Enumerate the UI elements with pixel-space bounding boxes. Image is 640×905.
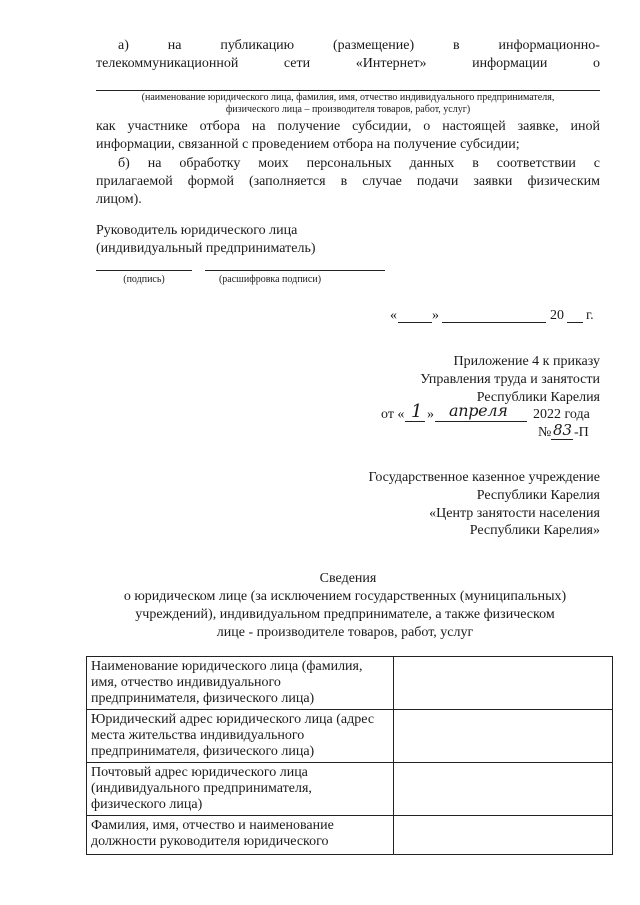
date-month-blank (442, 322, 546, 323)
appendix-date-month: апреля (449, 401, 508, 420)
heading-title: Сведения (319, 571, 377, 586)
consent-a-word: (размещение) (333, 38, 415, 53)
table-cell-label: Почтовый адрес юридического лица (индивидуального предпринимателя, физического лица) (87, 763, 394, 816)
appendix-month-line (435, 421, 527, 422)
appendix-date-day: 1 (411, 401, 423, 422)
addressee-line4: Республики Карелия» (469, 523, 600, 538)
appendix-number-prefix: № (538, 425, 552, 440)
signature-decode-line (205, 270, 385, 271)
consent-b-line2: прилагаемой формой (заполняется в случае подачи заявки физическим (96, 174, 600, 189)
appendix-number-line (551, 439, 573, 440)
info-table (86, 656, 613, 855)
table-row (87, 657, 613, 710)
date-day-blank (398, 322, 432, 323)
signature-caption: (подпись) (123, 274, 165, 285)
consent-a-word: сети (283, 56, 311, 71)
consent-a-cont-2: информации, связанной с проведением отбора на получение субсидии; (96, 137, 520, 152)
addressee-line2: Республики Карелия (476, 488, 600, 503)
consent-a-word: на (167, 38, 182, 53)
appendix-date-mid: » (427, 407, 434, 422)
consent-a-cont-1: как участнике отбора на получение субсидии, о настоящей заявке, иной (96, 119, 600, 134)
addressee-line3: «Центр занятости населения (429, 506, 600, 521)
consent-b-line3: лицом). (96, 192, 142, 207)
date-year-suffix: г. (586, 308, 594, 323)
name-caption-1: (наименование юридического лица, фамилия, имя, отчество индивидуального предпринимателя, (141, 92, 555, 103)
appendix-line3: Республики Карелия (476, 390, 600, 405)
appendix-number-value: 83 (553, 421, 573, 439)
appendix-date-year: 2022 года (533, 407, 590, 422)
consent-a-line2 (96, 55, 600, 72)
consent-a-word: информации (472, 56, 548, 71)
consent-a-word: публикацию (220, 38, 295, 53)
date-year-prefix: 20 (550, 308, 564, 323)
table-row (87, 763, 613, 816)
signature-line (96, 270, 192, 271)
appendix-line2: Управления труда и занятости (420, 372, 600, 387)
consent-a-line1 (96, 37, 600, 54)
consent-a-word: «Интернет» (355, 56, 427, 71)
table-cell-label: Юридический адрес юридического лица (адрес места жительства индивидуального предпринимателя, физического лица) (87, 710, 394, 763)
consent-a-word: в (453, 38, 460, 53)
heading-line2: учреждений), индивидуальном предпринимателе, а также физическом (135, 607, 555, 622)
date-year-blank (567, 322, 583, 323)
date-right-quote: » (432, 308, 439, 323)
table-cell-value[interactable] (394, 816, 613, 855)
table-cell-label: Фамилия, имя, отчество и наименование должности руководителя юридического (87, 816, 394, 855)
table-row (87, 710, 613, 763)
table-row (87, 816, 613, 855)
table-cell-value[interactable] (394, 710, 613, 763)
consent-a-word: о (593, 56, 600, 71)
heading-line3: лице - производителе товаров, работ, услуг (216, 625, 474, 640)
appendix-number-suffix: -П (574, 425, 589, 440)
appendix-day-line (405, 421, 425, 422)
signature-head-line2: (индивидуальный предприниматель) (96, 241, 316, 256)
signature-date (390, 307, 600, 325)
heading-line1: о юридическом лице (за исключением государственных (муниципальных) (123, 589, 567, 604)
appendix-date-prefix: от « (381, 407, 405, 422)
consent-a-prefix: а) (118, 38, 129, 53)
table-cell-value[interactable] (394, 657, 613, 710)
name-caption-2: физического лица – производителя товаров, работ, услуг) (225, 104, 471, 115)
consent-b-line1: б) на обработку моих персональных данных в соответствии с (118, 156, 600, 171)
consent-a-word: информационно- (498, 38, 600, 53)
signature-head-line1: Руководитель юридического лица (96, 223, 298, 238)
signature-decode-caption: (расшифровка подписи) (218, 274, 322, 285)
appendix-number (538, 421, 602, 442)
addressee-line1: Государственное казенное учреждение (368, 470, 600, 485)
appendix-line1: Приложение 4 к приказу (453, 354, 600, 369)
table-cell-value[interactable] (394, 763, 613, 816)
consent-a-word: телекоммуникационной (96, 56, 239, 71)
date-left-quote: « (390, 308, 397, 323)
name-fill-line (96, 90, 600, 91)
table-cell-label: Наименование юридического лица (фамилия, имя, отчество индивидуального предпринимателя, физического лица) (87, 657, 394, 710)
